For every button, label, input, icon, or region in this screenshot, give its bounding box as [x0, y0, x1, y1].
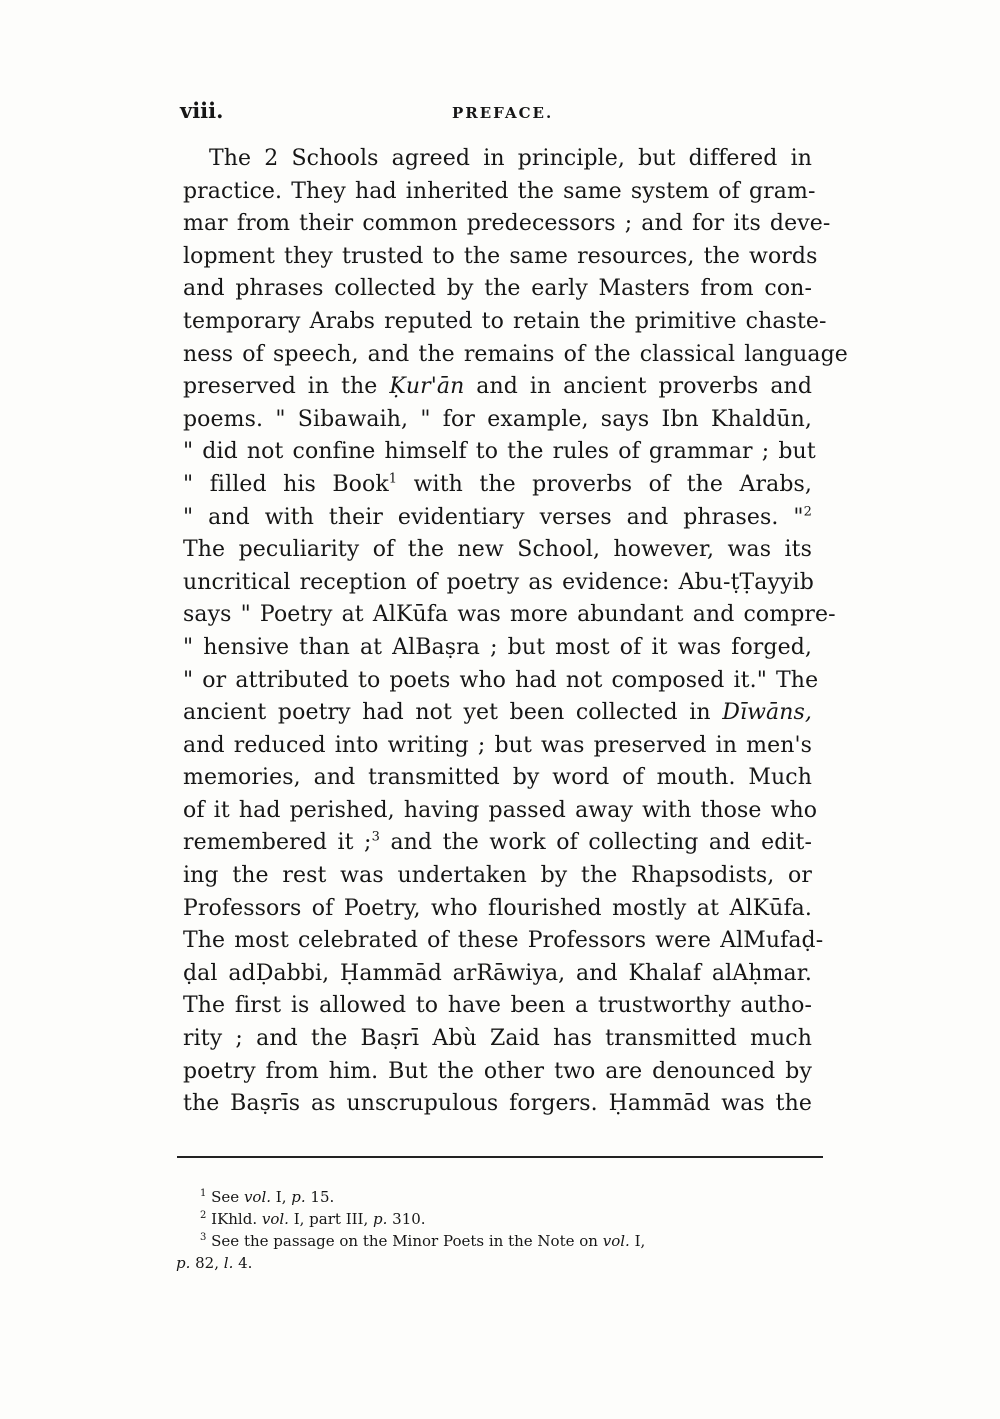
text-line: mar from their common predecessors ; and for its deve-	[183, 211, 831, 237]
text-line: The 2 Schools agreed in principle, but differed in	[209, 146, 812, 171]
text-line	[183, 697, 812, 730]
running-head: PREFACE.	[452, 104, 554, 122]
text-run: and in ancient proverbs and	[464, 374, 813, 400]
text-line: " or attributed to poets who had not composed it." The	[183, 667, 819, 693]
body-text	[183, 143, 848, 1121]
text-run: I,	[271, 1188, 292, 1206]
page-number: viii.	[180, 98, 224, 123]
text-run: " and with their evidentiary verses and phrases. "	[183, 504, 804, 530]
text-line: The most celebrated of these Professors were AlMufaḍ-	[183, 928, 824, 954]
text-run: p.	[176, 1254, 191, 1272]
text-run: ancient poetry had not yet been collected in	[183, 700, 723, 726]
footnote-divider	[177, 1156, 823, 1158]
footnote-mark: 3	[200, 1232, 207, 1243]
text-run: l.	[223, 1254, 234, 1272]
text-line: poetry from him. But the other two are denounced by	[183, 1058, 812, 1084]
text-run: with the proverbs of the Arabs,	[397, 471, 812, 497]
text-run: I,	[629, 1232, 646, 1250]
text-run: p.	[373, 1210, 388, 1228]
text-line: and reduced into writing ; but was preserved in men's	[183, 732, 812, 758]
text-run: IKhld.	[206, 1210, 262, 1228]
text-run: preserved in the	[183, 374, 390, 400]
text-line: of it had perished, having passed away with those who	[183, 797, 818, 823]
text-run: p.	[291, 1188, 306, 1206]
text-line: memories, and transmitted by word of mouth. Much	[183, 765, 812, 791]
text-run: 4.	[233, 1254, 253, 1272]
text-line: rity ; and the Baṣrī Abù Zaid has transmitted much	[183, 1026, 812, 1052]
text-line: uncritical reception of poetry as evidence: Abu-ṭṬayyib	[183, 569, 814, 595]
text-line: " did not confine himself to the rules of grammar ; but	[183, 439, 816, 465]
text-line: says " Poetry at AlKūfa was more abundant and compre-	[183, 602, 836, 628]
text-line: " hensive than at AlBaṣra ; but most of it was forged,	[183, 634, 812, 660]
text-line: the Baṣrīs as unscrupulous forgers. Ḥammād was the	[183, 1091, 812, 1117]
footnote-3	[176, 1230, 808, 1252]
text-run: vol.	[243, 1188, 272, 1206]
footnote-ref[interactable]: 2	[803, 504, 812, 520]
text-line: The first is allowed to have been a trustworthy autho-	[183, 993, 812, 1019]
text-line: lopment they trusted to the same resources, the words	[183, 243, 818, 269]
text-run: I, part III,	[288, 1210, 374, 1228]
text-line	[183, 371, 812, 404]
text-line	[183, 502, 812, 535]
text-run: 82,	[190, 1254, 224, 1272]
footnote-mark: 2	[200, 1210, 207, 1221]
page-header	[180, 98, 820, 128]
text-run: " filled his Book	[183, 471, 389, 497]
text-run: and the work of collecting and edit-	[379, 830, 812, 856]
text-run: 310.	[387, 1210, 426, 1228]
italic-term: Dīwāns,	[722, 700, 812, 726]
text-line: Professors of Poetry, who flourished mostly at AlKūfa.	[183, 895, 812, 921]
text-run: See	[206, 1188, 244, 1206]
text-run: 15.	[305, 1188, 335, 1206]
text-line	[183, 827, 812, 860]
text-run: remembered it ;	[183, 830, 372, 856]
footnote-3-continued	[176, 1252, 808, 1274]
footnote-mark: 1	[200, 1188, 207, 1199]
footnote-ref[interactable]: 1	[388, 471, 398, 487]
footnote-1	[176, 1186, 808, 1208]
text-line	[183, 469, 812, 502]
text-line: practice. They had inherited the same system of gram-	[183, 178, 816, 204]
text-line: temporary Arabs reputed to retain the primitive chaste-	[183, 308, 827, 334]
text-line: poems. " Sibawaih, " for example, says Ibn Khaldūn,	[183, 406, 812, 432]
text-line: ing the rest was undertaken by the Rhapsodists, or	[183, 863, 812, 889]
text-line: ḍal adḌabbi, Ḥammād arRāwiya, and Khalaf alAḥmar.	[183, 960, 812, 986]
text-run: vol.	[261, 1210, 289, 1228]
text-line: ness of speech, and the remains of the classical language	[183, 341, 848, 367]
text-line: and phrases collected by the early Masters from con-	[183, 276, 812, 302]
text-run: vol.	[602, 1232, 630, 1250]
footnotes	[176, 1186, 808, 1274]
text-line: The peculiarity of the new School, however, was its	[183, 537, 812, 563]
footnote-2	[176, 1208, 808, 1230]
text-run: See the passage on the Minor Poets in the Note on	[206, 1232, 603, 1250]
footnote-ref[interactable]: 3	[371, 830, 380, 846]
italic-term: Ḳur'ān	[389, 374, 465, 400]
